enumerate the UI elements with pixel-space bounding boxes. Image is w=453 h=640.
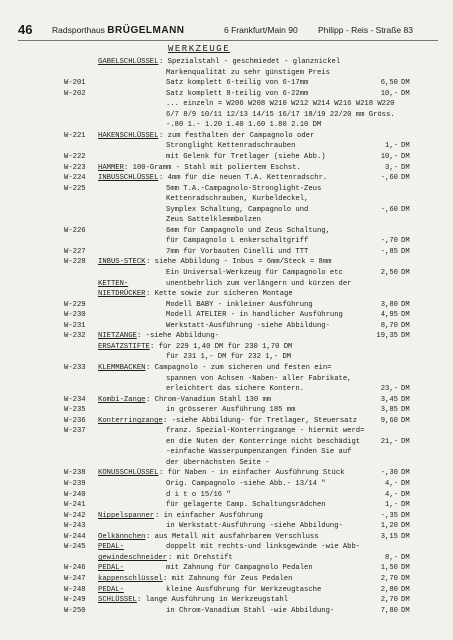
price-unit: DM: [401, 438, 410, 446]
description: -einfache Wasserpumpenzangen finden Sie auf: [166, 448, 352, 456]
article-code: W-241: [64, 501, 86, 509]
price-unit: DM: [401, 501, 410, 509]
price-unit: DM: [401, 153, 410, 161]
article-code: W-240: [64, 491, 86, 499]
price-value: 2,80: [380, 586, 398, 594]
product-name: KONUSSCHLÜSSEL: [98, 469, 159, 477]
description: kleine Ausführung für Werkzeugtasche: [166, 586, 322, 594]
price-unit: DM: [401, 322, 410, 330]
price-unit: DM: [401, 522, 410, 530]
price-unit: DM: [401, 269, 410, 277]
description: in grösserer Ausführung 185 mm: [166, 406, 296, 414]
description: der übernächsten Seite -: [166, 459, 270, 467]
article-code: W-234: [64, 396, 86, 404]
price-unit: DM: [401, 554, 410, 562]
description: doppelt mit rechts-und linksgewinde -wie Abb-: [166, 543, 361, 551]
article-code: W-202: [64, 90, 86, 98]
article-code: W-243: [64, 522, 86, 530]
article-code: W-238: [64, 469, 86, 477]
price-unit: DM: [401, 79, 410, 87]
price-unit: DM: [401, 575, 410, 583]
description: d i t o 15/16 ": [166, 491, 231, 499]
price-value: -,35: [380, 512, 398, 520]
article-code: W-230: [64, 311, 86, 319]
price-value: 10,-: [380, 90, 398, 98]
article-code: W-247: [64, 575, 86, 583]
description: Satz komplett 8-teilig von 6-22mm: [166, 90, 309, 98]
product-name: Oelkännchen: [98, 533, 146, 541]
description: für 231 1,- DM für 232 1,- DM: [166, 353, 292, 361]
address-street: Philipp - Reis - Straße 83: [318, 25, 413, 35]
price-unit: DM: [401, 206, 410, 214]
price-unit: DM: [401, 237, 410, 245]
article-code: W-249: [64, 596, 86, 604]
price-unit: DM: [401, 142, 410, 150]
price-unit: DM: [401, 164, 410, 172]
description: : in einfacher Ausführung: [155, 512, 263, 520]
price-unit: DM: [401, 480, 410, 488]
description: : für Naben - in einfacher Ausführung Stück: [159, 469, 345, 477]
product-name: NIETDRÜCKER: [98, 290, 146, 298]
price-value: -,70: [380, 237, 398, 245]
price-unit: DM: [401, 596, 410, 604]
price-value: 9,60: [380, 417, 398, 425]
price-value: 2,50: [380, 269, 398, 277]
description: Zeus Sattelklemmbolzen: [166, 216, 261, 224]
description: : Kette sowie zur sicheren Montage: [146, 290, 293, 298]
price-unit: DM: [401, 174, 410, 182]
price-unit: DM: [401, 491, 410, 499]
article-code: W-233: [64, 364, 86, 372]
description: : 4mm für die neuen T.A. Kettenradschr.: [159, 174, 328, 182]
price-value: 7,80: [380, 607, 398, 615]
description: 6/7 8/9 10/11 12/13 14/15 16/17 18/19 22/20 mm Gröss.: [166, 111, 395, 119]
shop-name: BRÜGELMANN: [107, 25, 185, 36]
description: 7mm für Vorbauten Cinelli und TTT: [166, 248, 309, 256]
article-code: W-224: [64, 174, 86, 182]
description: : lange Ausführung in Werkzeugstahl: [137, 596, 288, 604]
price-value: 1,-: [385, 142, 398, 150]
price-unit: DM: [401, 332, 410, 340]
price-unit: DM: [401, 469, 410, 477]
price-value: 2,70: [380, 596, 398, 604]
description: spannen von Achsen -Naben- aller Fabrikate,: [166, 375, 352, 383]
price-value: 8,-: [385, 554, 398, 562]
price-value: 8,70: [380, 322, 398, 330]
price-value: -,60: [380, 206, 398, 214]
price-value: -,30: [380, 469, 398, 477]
description: : zum festhalten der Campagnolo oder: [159, 132, 315, 140]
product-name: Nippelspanner: [98, 512, 155, 520]
price-value: 1,-: [385, 501, 398, 509]
price-value: 21,-: [380, 438, 398, 446]
product-name: Konterringzange: [98, 417, 163, 425]
article-code: W-245: [64, 543, 86, 551]
page-header: [18, 22, 438, 38]
price-unit: DM: [401, 311, 410, 319]
description: : 100-Gramm - Stahl mit poliertem Eschst.: [124, 164, 301, 172]
product-name: Kombi-Zange: [98, 396, 146, 404]
description: ... einzeln = W206 W208 W210 W212 W214 W216 W218 W220: [166, 100, 395, 108]
description: Modell ATELIER - in handlicher Ausführung: [166, 311, 343, 319]
product-name: PEDAL-: [98, 564, 124, 572]
price-value: 3,-: [385, 164, 398, 172]
description: : Campagnolo - zum sicheren und festen ein=: [146, 364, 332, 372]
product-name: INBUS-STECK: [98, 258, 146, 266]
article-code: W-221: [64, 132, 86, 140]
description: Markenqualität zu sehr günstigem Preis: [166, 69, 330, 77]
shop-title: [52, 25, 185, 36]
price-unit: DM: [401, 385, 410, 393]
product-name: KLEMMBACKEN: [98, 364, 146, 372]
description: Stronglight Kettenradschrauben: [166, 142, 296, 150]
description: unentbehrlich zum verlängern und kürzen der: [166, 280, 352, 288]
address-city: 6 Frankfurt/Main 90: [224, 25, 298, 35]
description: Symplex Schaltung, Campagnolo und: [166, 206, 309, 214]
price-value: 6,50: [380, 79, 398, 87]
price-value: 4,-: [385, 480, 398, 488]
description: mit Gelenk für Tretlager (siehe Abb.): [166, 153, 326, 161]
article-code: W-223: [64, 164, 86, 172]
price-value: 3,15: [380, 533, 398, 541]
article-code: W-246: [64, 564, 86, 572]
description: : für 229 1,40 DM für 230 1,70 DM: [150, 343, 293, 351]
price-unit: DM: [401, 533, 410, 541]
description: Orig. Campagnolo -siehe Abb.- 13/14 ": [166, 480, 326, 488]
price-unit: DM: [401, 417, 410, 425]
description: Werkstatt-Ausführung -siehe Abbildung-: [166, 322, 330, 330]
description: franz. Spezial-Konterringzange - hiermit werd=: [166, 427, 365, 435]
price-value: 1,20: [380, 522, 398, 530]
article-code: W-228: [64, 258, 86, 266]
article-code: W-236: [64, 417, 86, 425]
product-name: ERSATZSTIFTE: [98, 343, 150, 351]
shop-prefix: Radsporthaus: [52, 25, 105, 35]
description: : Spezialstahl - geschmiedet - glanznickel: [159, 58, 341, 66]
page-number: 46: [18, 22, 33, 37]
description: Satz komplett 6-teilig von 6-17mm: [166, 79, 309, 87]
description: für gelagerte Camp. Schaltungsrädchen: [166, 501, 326, 509]
description: mit Zahnung für Campagnolo Pedalen: [166, 564, 313, 572]
price-value: 1,50: [380, 564, 398, 572]
article-code: W-244: [64, 533, 86, 541]
article-code: W-250: [64, 607, 86, 615]
price-value: 10,-: [380, 153, 398, 161]
article-code: W-237: [64, 427, 86, 435]
price-value: 4,95: [380, 311, 398, 319]
product-name: HAKENSCHLÜSSEL: [98, 132, 159, 140]
price-unit: DM: [401, 607, 410, 615]
product-name: HAMMER: [98, 164, 124, 172]
price-unit: DM: [401, 512, 410, 520]
price-value: 19,35: [376, 332, 398, 340]
price-unit: DM: [401, 564, 410, 572]
article-code: W-242: [64, 512, 86, 520]
product-name: GABELSCHLÜSSEL: [98, 58, 159, 66]
price-value: 2,70: [380, 575, 398, 583]
description: Ein Universal-Werkzeug für Campagnolo etc: [166, 269, 343, 277]
price-unit: DM: [401, 90, 410, 98]
description: : Chrom-Vanadium Stahl 130 mm: [146, 396, 272, 404]
description: : mit Drehstift: [168, 554, 233, 562]
description: 5mm T.A.-Campagnolo-Stronglight-Zeus: [166, 185, 322, 193]
price-value: 4,-: [385, 491, 398, 499]
article-code: W-227: [64, 248, 86, 256]
description: in Chrom-Vanadium Stahl -wie Abbildung-: [166, 607, 335, 615]
product-name: gewindeschneider: [98, 554, 168, 562]
description: : -siehe Abbildung- für Tretlager, Steuersatz: [163, 417, 358, 425]
header-rule: [18, 40, 438, 41]
description: erleichtert das sichere Kontern.: [166, 385, 305, 393]
price-unit: DM: [401, 301, 410, 309]
price-value: 3,80: [380, 301, 398, 309]
product-name: NIETZANGE: [98, 332, 137, 340]
article-code: W-225: [64, 185, 86, 193]
price-unit: DM: [401, 248, 410, 256]
description: : mit Zahnung für Zeus Pedalen: [163, 575, 293, 583]
price-unit: DM: [401, 396, 410, 404]
description: Kettenradschrauben, Kurbeldeckel,: [166, 195, 309, 203]
description: en die Nuten der Konterringe nicht beschädigt: [166, 438, 361, 446]
description: -.80 1.- 1.20 1.40 1.60 1.80 2.10 DM: [166, 121, 322, 129]
product-name: PEDAL-: [98, 586, 124, 594]
article-code: W-239: [64, 480, 86, 488]
article-code: W-222: [64, 153, 86, 161]
description: in Werkstatt-Ausführung -siehe Abbildung-: [166, 522, 343, 530]
description: Modell BABY - inkleiner Ausführung: [166, 301, 313, 309]
description: 6mm für Campagnolo und Zeus Schaltung,: [166, 227, 330, 235]
article-code: W-201: [64, 79, 86, 87]
product-name: INBUSSCHLÜSSEL: [98, 174, 159, 182]
price-value: -,85: [380, 248, 398, 256]
article-code: W-248: [64, 586, 86, 594]
price-value: 3,85: [380, 406, 398, 414]
description: : aus Metall mit ausfahrbarem Verschluss: [146, 533, 319, 541]
price-value: 23,-: [380, 385, 398, 393]
section-title: WERKZEUGE: [168, 44, 231, 54]
price-value: 3,45: [380, 396, 398, 404]
price-unit: DM: [401, 406, 410, 414]
product-name: kappenschlüssel: [98, 575, 163, 583]
article-code: W-229: [64, 301, 86, 309]
description: : -siehe Abbildung-: [137, 332, 219, 340]
article-code: W-232: [64, 332, 86, 340]
price-unit: DM: [401, 586, 410, 594]
price-value: -,60: [380, 174, 398, 182]
description: : siehe Abbildung - Inbus = 6mm/Steck = 8mm: [146, 258, 332, 266]
description: für Campagnolo L enkerschaltgriff: [166, 237, 309, 245]
product-name: SCHLÜSSEL: [98, 596, 137, 604]
article-code: W-235: [64, 406, 86, 414]
product-name: PEDAL-: [98, 543, 124, 551]
product-name: KETTEN-: [98, 280, 129, 288]
article-code: W-231: [64, 322, 86, 330]
article-code: W-226: [64, 227, 86, 235]
